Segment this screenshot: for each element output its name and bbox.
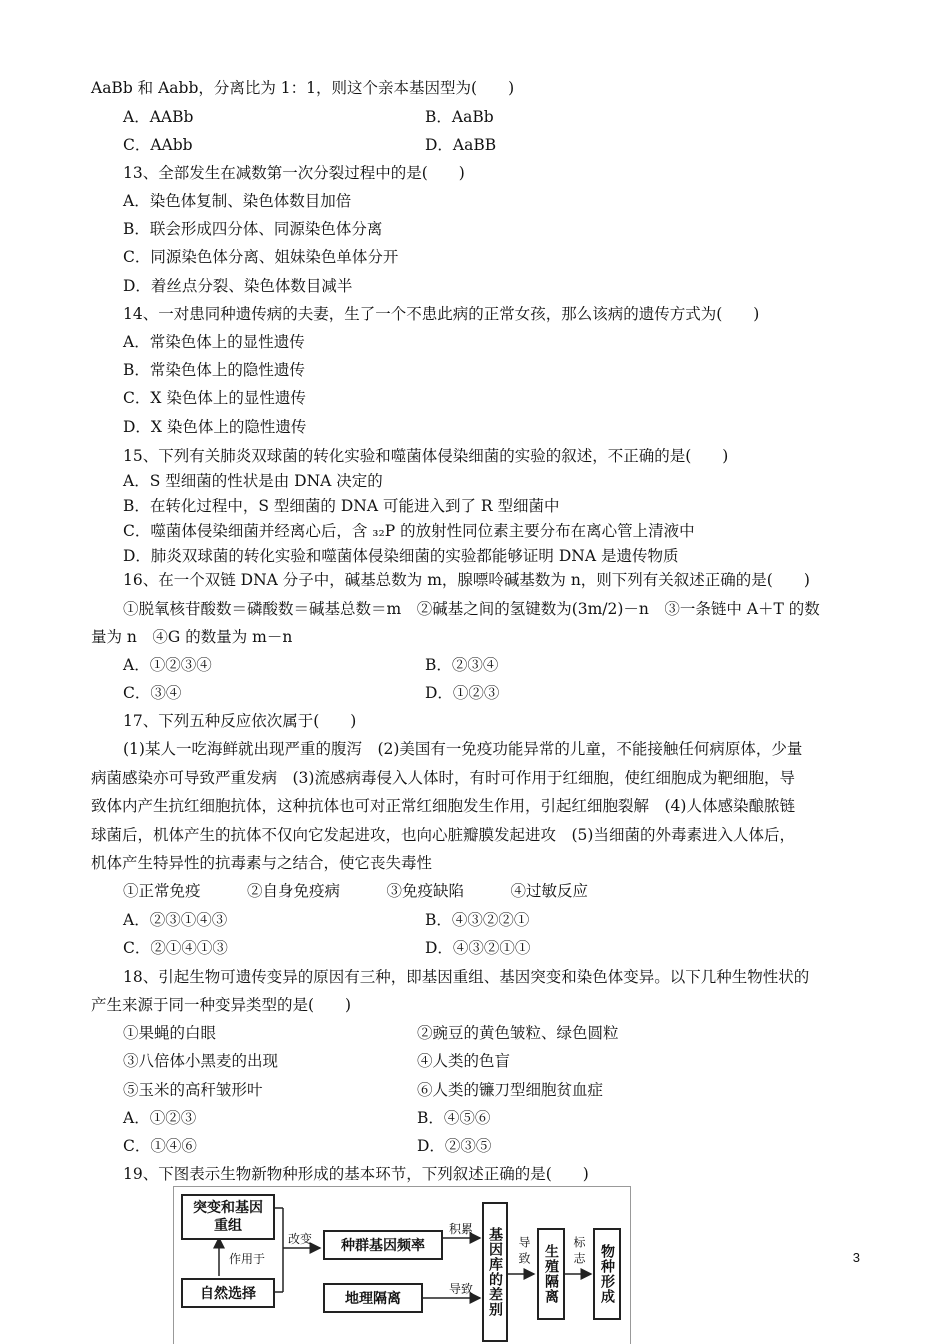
q15-option-c: C．噬菌体侵染细菌并经离心后，含 ₃₂P 的放射性同位素主要分布在离心管上清液中 <box>123 522 695 540</box>
q17-body-2: 病菌感染亦可导致严重发病 (3)流感病毒侵入人体时，有时可作用于红细胞，使红细胞成为靶细胞，导 <box>91 769 795 787</box>
box-gene-frequency: 种群基因频率 <box>323 1230 443 1260</box>
box-mutation-recombination: 突变和基因重组 <box>181 1194 275 1240</box>
q13-stem: 13、全部发生在减数第一次分裂过程中的是( ) <box>123 164 465 182</box>
q19-stem: 19、下图表示生物新物种形成的基本环节，下列叙述正确的是( ) <box>123 1165 589 1183</box>
box-reproductive-isolation: 生殖隔离 <box>537 1228 565 1320</box>
q18-item-4: ④人类的色盲 <box>417 1052 511 1070</box>
label-lead-to-2: 导致 <box>517 1236 531 1268</box>
q14-option-c: C．X 染色体上的显性遗传 <box>123 389 306 407</box>
q17-body-5: 机体产生特异性的抗毒素与之结合，使它丧失毒性 <box>91 854 433 872</box>
q15-option-a: A．S 型细菌的性状是由 DNA 决定的 <box>123 472 383 490</box>
q14-stem: 14、一对患同种遗传病的夫妻，生了一个不患此病的正常女孩，那么该病的遗传方式为( ) <box>123 305 760 323</box>
label-lead-to-1: 导致 <box>449 1282 474 1296</box>
box-gene-pool-difference: 基因库的差别 <box>482 1202 508 1342</box>
q18-option-b: B．④⑤⑥ <box>417 1109 491 1127</box>
q14-option-d: D．X 染色体上的隐性遗传 <box>123 418 307 436</box>
q17-stem: 17、下列五种反应依次属于( ) <box>123 712 357 730</box>
speciation-diagram <box>173 1186 631 1344</box>
box-natural-selection: 自然选择 <box>181 1278 275 1308</box>
box-speciation: 物种形成 <box>593 1228 621 1320</box>
q17-option-d: D．④③②①① <box>425 939 531 957</box>
q16-stem: 16、在一个双链 DNA 分子中，碱基总数为 m，腺嘌呤碱基数为 n，则下列有关叙述正确的是( ) <box>123 571 810 589</box>
q16-option-a: A．①②③④ <box>123 656 212 674</box>
q17-body-1: (1)某人一吃海鲜就出现严重的腹泻 (2)美国有一免疫功能异常的儿童，不能接触任何病原体，少量 <box>123 740 803 758</box>
q18-item-6: ⑥人类的镰刀型细胞贫血症 <box>417 1081 604 1099</box>
label-mark: 标志 <box>572 1236 586 1268</box>
q18-option-d: D．②③⑤ <box>417 1137 492 1155</box>
q12-option-d: D．AaBB <box>425 136 497 154</box>
q16-statements-1: ①脱氧核苷酸数＝磷酸数＝碱基总数＝m ②碱基之间的氢键数为(3m/2)－n ③一条链中 A＋T 的数 <box>123 600 820 618</box>
q17-categories: ①正常免疫 ②自身免疫病 ③免疫缺陷 ④过敏反应 <box>123 882 589 900</box>
q15-option-b: B．在转化过程中，S 型细菌的 DNA 可能进入到了 R 型细菌中 <box>123 497 560 515</box>
q12-option-c: C．AAbb <box>123 136 193 154</box>
q14-option-a: A．常染色体上的显性遗传 <box>123 333 305 351</box>
q17-option-a: A．②③①④③ <box>123 911 228 929</box>
q18-stem-1: 18、引起生物可遗传变异的原因有三种，即基因重组、基因突变和染色体变异。以下几种生物性状的 <box>123 968 810 986</box>
label-acts-on: 作用于 <box>229 1252 266 1266</box>
q12-option-a: A．AABb <box>123 108 194 126</box>
q16-option-c: C．③④ <box>123 684 182 702</box>
q13-option-d: D．着丝点分裂、染色体数目减半 <box>123 277 353 295</box>
q15-option-d: D．肺炎双球菌的转化实验和噬菌体侵染细菌的实验都能够证明 DNA 是遗传物质 <box>123 547 679 565</box>
q18-item-3: ③八倍体小黑麦的出现 <box>123 1052 279 1070</box>
page-number: 3 <box>852 1250 860 1265</box>
q18-option-c: C．①④⑥ <box>123 1137 197 1155</box>
label-accumulate: 积累 <box>449 1222 474 1236</box>
q17-body-3: 致体内产生抗红细胞抗体，这种抗体也可对正常红细胞发生作用，引起红细胞裂解 (4)人体感染酿脓链 <box>91 797 795 815</box>
q13-option-a: A．染色体复制、染色体数目加倍 <box>123 192 352 210</box>
q12-stem-cont: AaBb 和 Aabb，分离比为 1：1，则这个亲本基因型为( ) <box>91 79 515 97</box>
q13-option-b: B．联会形成四分体、同源染色体分离 <box>123 220 383 238</box>
q18-stem-2: 产生来源于同一种变异类型的是( ) <box>91 996 352 1014</box>
q18-item-5: ⑤玉米的高秆皱形叶 <box>123 1081 263 1099</box>
q18-option-a: A．①②③ <box>123 1109 197 1127</box>
q14-option-b: B．常染色体上的隐性遗传 <box>123 361 305 379</box>
q18-item-2: ②豌豆的黄色皱粒、绿色圆粒 <box>417 1024 619 1042</box>
q17-option-c: C．②①④①③ <box>123 939 228 957</box>
q16-option-d: D．①②③ <box>425 684 500 702</box>
q18-item-1: ①果蝇的白眼 <box>123 1024 217 1042</box>
q15-stem: 15、下列有关肺炎双球菌的转化实验和噬菌体侵染细菌的实验的叙述，不正确的是( ) <box>123 447 729 465</box>
q17-option-b: B．④③②②① <box>425 911 530 929</box>
label-change: 改变 <box>288 1232 313 1246</box>
q16-statements-2: 量为 n ④G 的数量为 m－n <box>91 628 293 646</box>
box-geographic-isolation: 地理隔离 <box>323 1283 423 1313</box>
q12-option-b: B．AaBb <box>425 108 494 126</box>
q16-option-b: B．②③④ <box>425 656 499 674</box>
q17-body-4: 球菌后，机体产生的抗体不仅向它发起进攻，也向心脏瓣膜发起进攻 (5)当细菌的外毒素进入人体后， <box>91 826 795 844</box>
q13-option-c: C．同源染色体分离、姐妹染色单体分开 <box>123 248 399 266</box>
